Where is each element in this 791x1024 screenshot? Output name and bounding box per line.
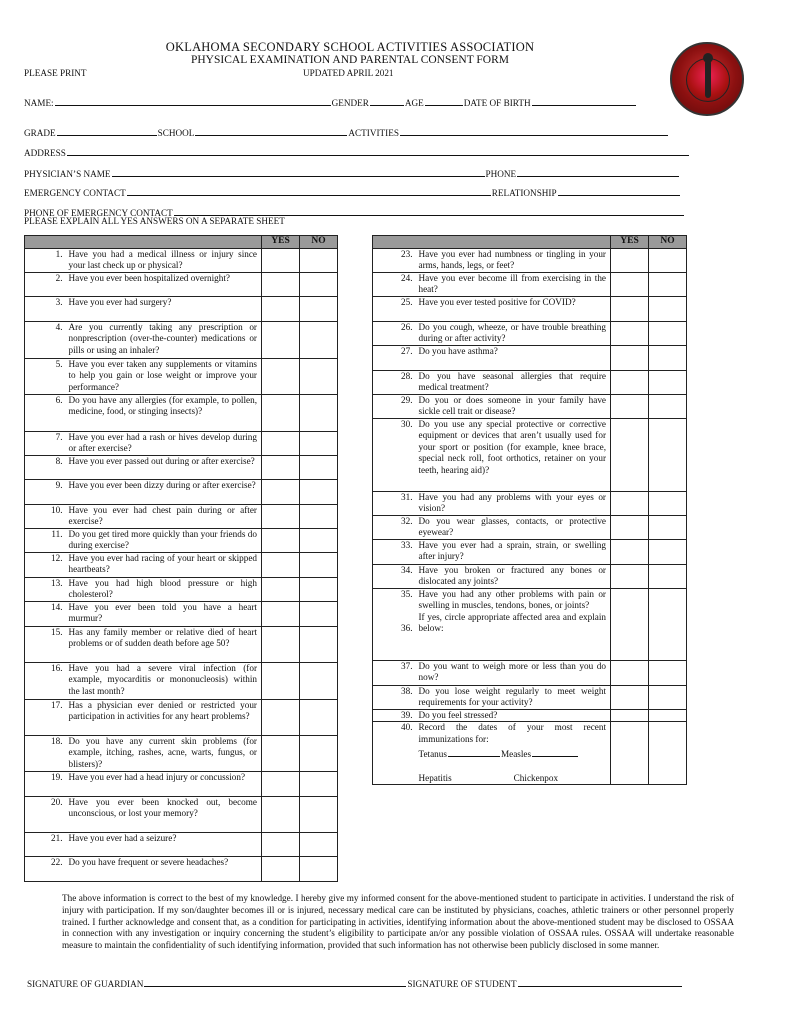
emergency-contact-field[interactable] <box>127 186 491 196</box>
question-row: 13. Have you had high blood pressure or high cholesterol? <box>25 577 338 601</box>
consent-text: The above information is correct to the best of my knowledge. I hereby give my informed consent for the above-mentioned student to participate in activities. I understand the risk of injury with participation. If my son/daughter becomes ill or is injured, necessary medical care can be instituted by physicians, coaches, athletic trainers or other personnel properly trained. I further acknowledge and consent that, as a condition for participating in activities, identifying information about the above-mentioned student may be disclosed to OSSAA in connection with any investigation or inquiry concerning the student’s eligibility to participate an/or any possible violation of OSSAA rules. OSSAA will undertake reasonable measure to maintain the confidentiality of such identifying information, provided that such information has not otherwise been publicly disclosed in some manner. <box>62 893 734 951</box>
student-signature-field[interactable] <box>518 977 682 987</box>
question-text: Do you or does someone in your family have sickle cell trait or disease? <box>419 394 611 418</box>
relationship-label: RELATIONSHIP <box>491 188 557 198</box>
gender-label: GENDER <box>331 98 369 108</box>
yes-checkbox[interactable] <box>611 539 649 564</box>
questions-table-left <box>24 235 338 882</box>
yes-checkbox[interactable] <box>262 431 300 455</box>
dob-label: DATE OF BIRTH <box>463 98 531 108</box>
no-checkbox[interactable] <box>300 735 338 771</box>
no-checkbox[interactable] <box>300 577 338 601</box>
question-text: Have you ever had chest pain during or after exercise? <box>69 504 262 528</box>
question-row: 6. Do you have any allergies (for example, to pollen, medicine, food, or stinging insects)? <box>25 394 338 431</box>
question-text: Have you ever had numbness or tingling in your arms, hands, legs, or feet? <box>419 248 611 272</box>
yes-checkbox[interactable] <box>262 771 300 796</box>
yes-checkbox[interactable] <box>611 491 649 515</box>
emergency-phone-field[interactable] <box>174 206 684 216</box>
no-checkbox[interactable] <box>300 431 338 455</box>
yes-checkbox[interactable] <box>262 504 300 528</box>
yes-checkbox[interactable] <box>611 345 649 370</box>
tetanus-field[interactable] <box>448 747 500 757</box>
question-text: Do you lose weight regularly to meet weight requirements for your activity? <box>419 685 611 709</box>
yes-checkbox[interactable] <box>262 796 300 832</box>
question-row: 21. Have you ever had a seizure? <box>25 832 338 856</box>
no-checkbox[interactable] <box>300 601 338 626</box>
question-text: Do you wear glasses, contacts, or protective eyewear? <box>419 515 611 539</box>
emergency-row <box>24 186 681 198</box>
guardian-signature-label: SIGNATURE OF GUARDIAN <box>27 979 144 989</box>
guardian-signature-field[interactable] <box>144 977 406 987</box>
question-text: Have you ever had surgery? <box>69 296 262 321</box>
physician-label: PHYSICIAN’S NAME <box>24 169 111 179</box>
no-checkbox[interactable] <box>649 370 687 394</box>
physician-row <box>24 167 680 179</box>
updated-date: UPDATED APRIL 2021 <box>303 68 394 78</box>
no-checkbox[interactable] <box>649 394 687 418</box>
yes-checkbox[interactable] <box>262 552 300 577</box>
no-checkbox[interactable] <box>300 455 338 479</box>
question-text: Have you ever been told you have a heart murmur? <box>69 601 262 626</box>
yes-checkbox[interactable] <box>262 358 300 394</box>
yes-checkbox[interactable] <box>611 685 649 709</box>
question-row: 27. Do you have asthma? <box>373 345 687 370</box>
activities-label: ACTIVITIES <box>348 128 399 138</box>
question-row: 7. Have you ever had a rash or hives develop during or after exercise? <box>25 431 338 455</box>
no-checkbox[interactable] <box>649 685 687 709</box>
question-text: Do you get tired more quickly than your friends do during exercise? <box>69 528 262 552</box>
yes-checkbox[interactable] <box>611 296 649 321</box>
question-text: Have you had any problems with your eyes or vision? <box>419 491 611 515</box>
question-text: Have you ever become ill from exercising in the heat? <box>419 272 611 296</box>
school-field[interactable] <box>195 126 347 136</box>
question-text: Have you ever had racing of your heart or skipped heartbeats? <box>69 552 262 577</box>
no-checkbox[interactable] <box>649 491 687 515</box>
no-checkbox[interactable] <box>649 588 687 660</box>
question-text: Have you ever had a rash or hives develop during or after exercise? <box>69 431 262 455</box>
yes-checkbox[interactable] <box>262 455 300 479</box>
questions-table-right <box>372 235 687 785</box>
no-checkbox[interactable] <box>300 552 338 577</box>
yes-checkbox[interactable] <box>611 722 649 785</box>
no-checkbox[interactable] <box>300 662 338 699</box>
no-checkbox[interactable] <box>300 248 338 272</box>
question-text: Do you have frequent or severe headaches? <box>69 856 262 881</box>
yes-checkbox[interactable] <box>262 248 300 272</box>
grade-field[interactable] <box>57 126 157 136</box>
question-row: 31. Have you had any problems with your eyes or vision? <box>373 491 687 515</box>
yes-checkbox[interactable] <box>262 528 300 552</box>
yes-checkbox[interactable] <box>262 272 300 296</box>
immunization-row-1: Tetanus Measles <box>419 747 607 761</box>
no-checkbox[interactable] <box>649 709 687 722</box>
yes-checkbox[interactable] <box>262 601 300 626</box>
question-text: Have you ever had a sprain, strain, or swelling after injury? <box>419 539 611 564</box>
question-row: 39. Do you feel stressed? <box>373 709 687 722</box>
question-row: 40. Record the dates of your most recent immunizations for: Tetanus Measles Hepatitis Chickenpox <box>373 722 687 785</box>
question-text: Have you had a severe viral infection (for example, myocarditis or mononucleosis) within the last month? <box>69 662 262 699</box>
explain-note: PLEASE EXPLAIN ALL YES ANSWERS ON A SEPARATE SHEET <box>24 216 285 226</box>
yes-checkbox[interactable] <box>262 394 300 431</box>
question-row: 15. Has any family member or relative died of heart problems or of sudden death before age 50? <box>25 626 338 662</box>
question-text: Are you currently taking any prescription or nonprescription (over-the-counter) medications or pills or using an inhaler? <box>69 321 262 358</box>
no-checkbox[interactable] <box>300 699 338 735</box>
no-checkbox[interactable] <box>300 771 338 796</box>
no-checkbox[interactable] <box>300 626 338 662</box>
question-text: Do you cough, wheeze, or have trouble breathing during or after activity? <box>419 321 611 345</box>
yes-checkbox[interactable] <box>262 296 300 321</box>
question-row: 23. Have you ever had numbness or tingling in your arms, hands, legs, or feet? <box>373 248 687 272</box>
question-row: 9. Have you ever been dizzy during or after exercise? <box>25 479 338 504</box>
grade-row <box>24 126 669 138</box>
yes-checkbox[interactable] <box>611 370 649 394</box>
yes-checkbox[interactable] <box>611 394 649 418</box>
question-row: 4. Are you currently taking any prescription or nonprescription (over-the-counter) medications or pills or using an inhaler? <box>25 321 338 358</box>
question-row: 37. Do you want to weigh more or less than you do now? <box>373 660 687 685</box>
yes-checkbox[interactable] <box>611 321 649 345</box>
question-row: 11. Do you get tired more quickly than your friends do during exercise? <box>25 528 338 552</box>
no-checkbox[interactable] <box>300 358 338 394</box>
question-text: Do you want to weigh more or less than you do now? <box>419 660 611 685</box>
no-checkbox[interactable] <box>649 272 687 296</box>
physician-field[interactable] <box>112 167 485 177</box>
question-text: Do you have asthma? <box>419 345 611 370</box>
question-text: Have you ever been hospitalized overnight? <box>69 272 262 296</box>
no-checkbox[interactable] <box>300 272 338 296</box>
question-text: Do you have any current skin problems (for example, itching, rashes, acne, warts, fungus, or blisters)? <box>69 735 262 771</box>
grade-label: GRADE <box>24 128 56 138</box>
question-row: 24. Have you ever become ill from exercising in the heat? <box>373 272 687 296</box>
please-print-label: PLEASE PRINT <box>24 68 87 78</box>
question-text: Have you ever passed out during or after exercise? <box>69 455 262 479</box>
yes-header: YES <box>262 236 300 249</box>
signature-row <box>27 977 683 989</box>
no-checkbox[interactable] <box>300 832 338 856</box>
no-checkbox[interactable] <box>300 528 338 552</box>
yes-checkbox[interactable] <box>611 588 649 660</box>
no-header: NO <box>649 236 687 249</box>
question-row: 33. Have you ever had a sprain, strain, or swelling after injury? <box>373 539 687 564</box>
question-row: 22. Do you have frequent or severe headaches? <box>25 856 338 881</box>
immunization-row-2: Hepatitis Chickenpox <box>418 772 559 783</box>
question-row: 5. Have you ever taken any supplements or vitamins to help you gain or lose weight or improve your performance? <box>25 358 338 394</box>
no-checkbox[interactable] <box>300 296 338 321</box>
yes-checkbox[interactable] <box>262 626 300 662</box>
no-checkbox[interactable] <box>649 660 687 685</box>
question-text: Have you ever had a seizure? <box>69 832 262 856</box>
question-row: 1. Have you had a medical illness or injury since your last check up or physical? <box>25 248 338 272</box>
no-checkbox[interactable] <box>649 321 687 345</box>
question-row: 17. Has a physician ever denied or restricted your participation in activities for any heart problems? <box>25 699 338 735</box>
question-text: Have you ever tested positive for COVID? <box>419 296 611 321</box>
question-text: Have you had any other problems with pain or swelling in muscles, tendons, bones, or joints? If yes, circle appropriate affected area and explain below: <box>419 588 611 660</box>
question-row: 32. Do you wear glasses, contacts, or protective eyewear? <box>373 515 687 539</box>
no-checkbox[interactable] <box>649 418 687 491</box>
ossaa-logo <box>670 42 744 116</box>
yes-checkbox[interactable] <box>262 662 300 699</box>
no-checkbox[interactable] <box>300 321 338 358</box>
yes-checkbox[interactable] <box>262 699 300 735</box>
emergency-contact-label: EMERGENCY CONTACT <box>24 188 126 198</box>
yes-checkbox[interactable] <box>262 832 300 856</box>
question-text: Do you feel stressed? <box>419 709 611 722</box>
question-row: 28. Do you have seasonal allergies that require medical treatment? <box>373 370 687 394</box>
question-row: 20. Have you ever been knocked out, become unconscious, or lost your memory? <box>25 796 338 832</box>
age-field[interactable] <box>425 96 463 106</box>
age-label: AGE <box>404 98 424 108</box>
form-subtitle: PHYSICAL EXAMINATION AND PARENTAL CONSENT FORM <box>190 54 510 66</box>
yes-checkbox[interactable] <box>611 418 649 491</box>
address-field[interactable] <box>67 146 689 156</box>
question-text: Have you ever been knocked out, become unconscious, or lost your memory? <box>69 796 262 832</box>
yes-checkbox[interactable] <box>611 709 649 722</box>
question-text: Have you ever been dizzy during or after exercise? <box>69 479 262 504</box>
no-checkbox[interactable] <box>649 248 687 272</box>
no-checkbox[interactable] <box>649 345 687 370</box>
activities-field[interactable] <box>400 126 668 136</box>
no-checkbox[interactable] <box>300 394 338 431</box>
yes-checkbox[interactable] <box>611 515 649 539</box>
question-row: 26. Do you cough, wheeze, or have trouble breathing during or after activity? <box>373 321 687 345</box>
question-row: 16. Have you had a severe viral infection (for example, myocarditis or mononucleosis) within the last month? <box>25 662 338 699</box>
question-row: 14. Have you ever been told you have a heart murmur? <box>25 601 338 626</box>
question-text: Has a physician ever denied or restricted your participation in activities for any heart problems? <box>69 699 262 735</box>
no-checkbox[interactable] <box>649 296 687 321</box>
no-checkbox[interactable] <box>649 564 687 588</box>
gender-field[interactable] <box>370 96 404 106</box>
question-text: Have you ever taken any supplements or vitamins to help you gain or lose weight or improve your performance? <box>69 358 262 394</box>
address-label: ADDRESS <box>24 148 66 158</box>
address-row <box>24 146 690 158</box>
question-row: 12. Have you ever had racing of your heart or skipped heartbeats? <box>25 552 338 577</box>
no-checkbox[interactable] <box>300 479 338 504</box>
yes-checkbox[interactable] <box>611 660 649 685</box>
name-row <box>24 96 637 108</box>
phone-label: PHONE <box>485 169 517 179</box>
question-text: Have you broken or fractured any bones or dislocated any joints? <box>419 564 611 588</box>
no-checkbox[interactable] <box>649 539 687 564</box>
no-header: NO <box>300 236 338 249</box>
yes-checkbox[interactable] <box>611 248 649 272</box>
question-text: Has any family member or relative died of heart problems or of sudden death before age 50? <box>69 626 262 662</box>
no-checkbox[interactable] <box>300 796 338 832</box>
question-row: 29. Do you or does someone in your family have sickle cell trait or disease? <box>373 394 687 418</box>
question-row: 38. Do you lose weight regularly to meet weight requirements for your activity? <box>373 685 687 709</box>
table-header-blank <box>25 236 262 249</box>
yes-checkbox[interactable] <box>262 479 300 504</box>
question-text: Have you had a medical illness or injury since your last check up or physical? <box>69 248 262 272</box>
question-text: Have you ever had a head injury or concussion? <box>69 771 262 796</box>
no-checkbox[interactable] <box>300 504 338 528</box>
question-row: 30. Do you use any special protective or corrective equipment or devices that aren’t usually used for your sport or position (for example, knee brace, special neck roll, foot orthotics, retainer on your teeth, hearing aid)? <box>373 418 687 491</box>
school-label: SCHOOL <box>157 128 195 138</box>
question-row: 35. 36. Have you had any other problems with pain or swelling in muscles, tendons, bones, or joints? If yes, circle appropriate affected area and explain below: <box>373 588 687 660</box>
student-signature-label: SIGNATURE OF STUDENT <box>407 979 517 989</box>
measles-field[interactable] <box>532 747 578 757</box>
yes-checkbox[interactable] <box>611 564 649 588</box>
question-text: Do you use any special protective or corrective equipment or devices that aren’t usually used for your sport or position (for example, knee brace, special neck roll, foot orthotics, retainer on your teeth, hearing aid)? <box>419 418 611 491</box>
question-text: Have you had high blood pressure or high cholesterol? <box>69 577 262 601</box>
question-row: 18. Do you have any current skin problems (for example, itching, rashes, acne, warts, fungus, or blisters)? <box>25 735 338 771</box>
yes-checkbox[interactable] <box>262 856 300 881</box>
question-row: 3. Have you ever had surgery? <box>25 296 338 321</box>
yes-checkbox[interactable] <box>262 321 300 358</box>
name-field[interactable] <box>55 96 331 106</box>
question-text: Record the dates of your most recent immunizations for: Tetanus Measles Hepatitis Chickenpox <box>419 722 611 785</box>
yes-checkbox[interactable] <box>262 735 300 771</box>
question-text: Do you have seasonal allergies that require medical treatment? <box>419 370 611 394</box>
no-checkbox[interactable] <box>649 722 687 785</box>
question-row: 10. Have you ever had chest pain during or after exercise? <box>25 504 338 528</box>
question-row: 19. Have you ever had a head injury or concussion? <box>25 771 338 796</box>
question-row: 8. Have you ever passed out during or after exercise? <box>25 455 338 479</box>
form-title: OKLAHOMA SECONDARY SCHOOL ACTIVITIES ASSOCIATION <box>165 40 535 54</box>
table-header-blank <box>373 236 611 249</box>
yes-checkbox[interactable] <box>262 577 300 601</box>
question-text: Do you have any allergies (for example, to pollen, medicine, food, or stinging insects)? <box>69 394 262 431</box>
no-checkbox[interactable] <box>300 856 338 881</box>
question-row: 25. Have you ever tested positive for COVID? <box>373 296 687 321</box>
question-row: 34. Have you broken or fractured any bones or dislocated any joints? <box>373 564 687 588</box>
emergency-phone-label: PHONE OF EMERGENCY CONTACT <box>24 208 173 218</box>
yes-header: YES <box>611 236 649 249</box>
question-row: 2. Have you ever been hospitalized overnight? <box>25 272 338 296</box>
phone-field[interactable] <box>517 167 679 177</box>
no-checkbox[interactable] <box>649 515 687 539</box>
relationship-field[interactable] <box>558 186 680 196</box>
dob-field[interactable] <box>532 96 636 106</box>
yes-checkbox[interactable] <box>611 272 649 296</box>
name-label: NAME: <box>24 98 54 108</box>
